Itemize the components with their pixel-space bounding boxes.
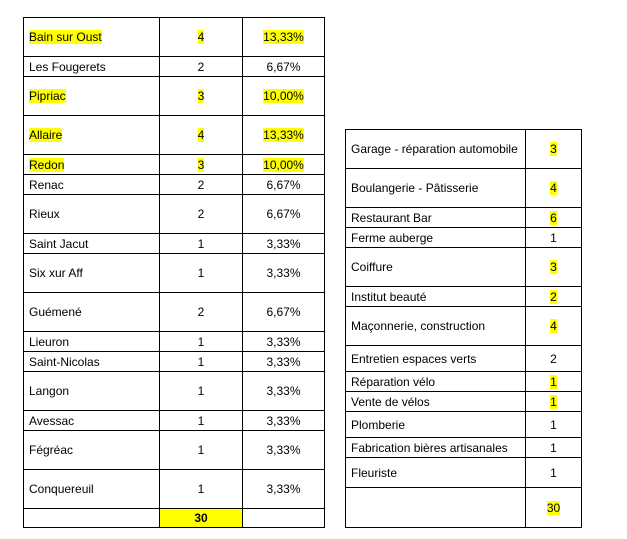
commune-name-cell [24, 234, 160, 254]
metier-name-cell [346, 287, 526, 307]
commune-row [24, 372, 325, 411]
metier-count-cell-text: 1 [550, 374, 557, 389]
metier-count-cell-text: 1 [550, 230, 557, 245]
commune-name-cell [24, 77, 160, 116]
commune-row [24, 293, 325, 332]
metiers-total-row [346, 488, 582, 528]
metier-count-cell-text: 2 [550, 289, 557, 304]
commune-percent-cell [243, 431, 325, 470]
commune-count-cell [160, 293, 243, 332]
commune-name-cell [24, 470, 160, 509]
commune-name-cell-text: Conquereuil [29, 482, 94, 496]
commune-percent-cell-text: 6,67% [266, 177, 301, 192]
commune-percent-cell-text: 3,33% [266, 482, 301, 496]
commune-count-cell-text: 4 [197, 30, 205, 44]
commune-row [24, 234, 325, 254]
metiers-table-body [346, 130, 582, 528]
commune-count-cell-text: 2 [197, 305, 205, 319]
commune-count-cell [160, 254, 243, 293]
commune-percent-cell [243, 77, 325, 116]
commune-percent-cell [243, 57, 325, 77]
metier-name-cell-text: Garage - réparation automobile [351, 142, 518, 156]
commune-percent-cell [243, 352, 325, 372]
metier-count-cell [526, 372, 582, 392]
metier-count-cell-text: 1 [550, 440, 557, 455]
commune-count-cell-text: 1 [197, 236, 205, 251]
metier-count-cell-text: 3 [550, 260, 557, 274]
commune-name-cell-text: Langon [29, 384, 70, 398]
commune-count-cell-text: 4 [197, 128, 205, 142]
commune-name-cell-text: Renac [29, 177, 64, 192]
metier-count-cell-text: 1 [550, 394, 557, 409]
commune-count-cell-text: 1 [197, 354, 205, 369]
metier-count-cell-text: 4 [550, 181, 557, 195]
commune-percent-cell-text: 3,33% [266, 384, 301, 398]
metier-count-cell-text: 1 [550, 465, 557, 480]
metier-count-cell [526, 228, 582, 248]
metier-name-cell [346, 458, 526, 488]
communes-total-cell-text: 30 [194, 511, 208, 525]
commune-percent-cell-text: 10,00% [263, 89, 304, 103]
metier-count-cell-text: 2 [550, 351, 557, 366]
metier-count-cell-text: 1 [550, 417, 557, 432]
metier-count-cell [526, 287, 582, 307]
metier-count-cell [526, 438, 582, 458]
commune-percent-cell [243, 411, 325, 431]
commune-percent-cell-text: 3,33% [266, 266, 301, 280]
commune-percent-cell [243, 372, 325, 411]
commune-percent-cell-text: 10,00% [263, 157, 304, 172]
commune-count-cell-text: 2 [197, 177, 205, 192]
metier-name-cell-text: Vente de vélos [351, 394, 430, 409]
commune-percent-cell [243, 195, 325, 234]
commune-name-cell [24, 372, 160, 411]
metier-name-cell [346, 346, 526, 372]
commune-count-cell-text: 2 [197, 59, 205, 74]
commune-row [24, 18, 325, 57]
commune-count-cell [160, 352, 243, 372]
metier-count-cell [526, 208, 582, 228]
commune-name-cell-text: Six xur Aff [29, 266, 83, 280]
metiers-total-empty-cell [346, 488, 526, 528]
commune-row [24, 57, 325, 77]
commune-row [24, 332, 325, 352]
commune-name-cell-text: Saint-Nicolas [29, 354, 100, 369]
metier-count-cell [526, 248, 582, 287]
commune-percent-cell-text: 13,33% [263, 128, 304, 142]
metier-row [346, 458, 582, 488]
commune-percent-cell-text: 6,67% [266, 207, 301, 221]
metier-name-cell-text: Entretien espaces verts [351, 351, 477, 366]
metier-row [346, 228, 582, 248]
commune-percent-cell [243, 254, 325, 293]
commune-count-cell [160, 18, 243, 57]
commune-percent-cell-text: 13,33% [263, 30, 304, 44]
metier-row [346, 307, 582, 346]
commune-count-cell-text: 3 [197, 157, 205, 172]
metier-name-cell [346, 372, 526, 392]
commune-name-cell-text: Redon [29, 157, 65, 172]
commune-count-cell [160, 431, 243, 470]
commune-name-cell-text: Allaire [29, 128, 63, 142]
metier-count-cell [526, 392, 582, 412]
metier-count-cell-text: 6 [550, 210, 557, 225]
metier-name-cell-text: Réparation vélo [351, 374, 436, 389]
commune-count-cell-text: 1 [197, 482, 205, 496]
commune-row [24, 431, 325, 470]
commune-name-cell [24, 254, 160, 293]
commune-percent-cell-text: 3,33% [266, 443, 301, 457]
metier-count-cell [526, 458, 582, 488]
metier-count-cell [526, 307, 582, 346]
communes-table [23, 17, 325, 528]
commune-percent-cell-text: 3,33% [266, 334, 301, 349]
commune-row [24, 116, 325, 155]
commune-count-cell [160, 234, 243, 254]
metier-row [346, 392, 582, 412]
metier-row [346, 208, 582, 228]
metier-count-cell-text: 4 [550, 319, 557, 333]
commune-name-cell-text: Les Fougerets [29, 59, 106, 74]
commune-name-cell [24, 155, 160, 175]
commune-row [24, 352, 325, 372]
commune-name-cell [24, 352, 160, 372]
metier-name-cell [346, 130, 526, 169]
commune-name-cell [24, 431, 160, 470]
metier-name-cell [346, 412, 526, 438]
commune-percent-cell [243, 332, 325, 352]
commune-count-cell-text: 1 [197, 384, 205, 398]
commune-count-cell [160, 175, 243, 195]
metier-name-cell-text: Coiffure [351, 260, 393, 274]
commune-name-cell [24, 116, 160, 155]
commune-count-cell [160, 372, 243, 411]
commune-name-cell-text: Bain sur Oust [29, 30, 102, 44]
commune-row [24, 155, 325, 175]
commune-name-cell-text: Saint Jacut [29, 236, 89, 251]
communes-total-cell [160, 509, 243, 528]
commune-name-cell [24, 332, 160, 352]
commune-row [24, 411, 325, 431]
commune-name-cell-text: Lieuron [29, 334, 70, 349]
commune-count-cell [160, 470, 243, 509]
commune-percent-cell-text: 6,67% [266, 305, 301, 319]
commune-count-cell [160, 155, 243, 175]
metier-name-cell-text: Plomberie [351, 417, 406, 432]
metier-row [346, 346, 582, 372]
metier-name-cell-text: Ferme auberge [351, 230, 434, 245]
commune-name-cell [24, 57, 160, 77]
metier-name-cell-text: Restaurant Bar [351, 210, 432, 225]
commune-name-cell [24, 175, 160, 195]
metier-name-cell-text: Boulangerie - Pâtisserie [351, 181, 479, 195]
commune-count-cell-text: 3 [197, 89, 205, 103]
commune-name-cell [24, 293, 160, 332]
commune-name-cell-text: Fégréac [29, 443, 74, 457]
commune-count-cell [160, 195, 243, 234]
commune-count-cell [160, 57, 243, 77]
metier-name-cell [346, 208, 526, 228]
metier-name-cell [346, 169, 526, 208]
metier-name-cell-text: Institut beauté [351, 289, 427, 304]
communes-total-empty-cell [24, 509, 160, 528]
metier-row [346, 438, 582, 458]
commune-row [24, 195, 325, 234]
commune-count-cell-text: 1 [197, 266, 205, 280]
commune-percent-cell [243, 234, 325, 254]
commune-percent-cell-text: 6,67% [266, 59, 301, 74]
metier-name-cell [346, 438, 526, 458]
commune-name-cell-text: Pipriac [29, 89, 66, 103]
communes-table-body [24, 18, 325, 528]
commune-percent-cell [243, 470, 325, 509]
commune-percent-cell [243, 175, 325, 195]
commune-name-cell [24, 195, 160, 234]
metiers-table [345, 129, 582, 528]
communes-total-row [24, 509, 325, 528]
metier-count-cell [526, 346, 582, 372]
metier-row [346, 412, 582, 438]
metier-row [346, 169, 582, 208]
commune-count-cell-text: 2 [197, 207, 205, 221]
metier-count-cell [526, 169, 582, 208]
commune-percent-cell [243, 116, 325, 155]
commune-percent-cell [243, 18, 325, 57]
commune-row [24, 254, 325, 293]
metier-count-cell [526, 130, 582, 169]
commune-name-cell [24, 411, 160, 431]
commune-count-cell-text: 1 [197, 334, 205, 349]
metier-name-cell-text: Maçonnerie, construction [351, 319, 486, 333]
commune-count-cell [160, 77, 243, 116]
metier-count-cell-text: 3 [550, 142, 557, 156]
metier-name-cell [346, 307, 526, 346]
commune-count-cell-text: 1 [197, 443, 205, 457]
communes-total-empty-cell [243, 509, 325, 528]
metier-name-cell [346, 228, 526, 248]
commune-row [24, 77, 325, 116]
commune-row [24, 470, 325, 509]
metier-name-cell-text: Fleuriste [351, 465, 398, 480]
commune-name-cell-text: Rieux [29, 207, 60, 221]
metier-row [346, 248, 582, 287]
commune-count-cell-text: 1 [197, 413, 205, 428]
commune-percent-cell [243, 155, 325, 175]
commune-count-cell [160, 411, 243, 431]
metier-row [346, 130, 582, 169]
commune-percent-cell-text: 3,33% [266, 236, 301, 251]
commune-count-cell [160, 116, 243, 155]
commune-row [24, 175, 325, 195]
commune-name-cell [24, 18, 160, 57]
metier-name-cell [346, 392, 526, 412]
metier-name-cell [346, 248, 526, 287]
commune-name-cell-text: Guémené [29, 305, 82, 319]
metier-count-cell [526, 412, 582, 438]
metier-row [346, 372, 582, 392]
metiers-total-cell-text: 30 [546, 500, 561, 515]
commune-count-cell [160, 332, 243, 352]
commune-name-cell-text: Avessac [29, 413, 75, 428]
metiers-total-cell [526, 488, 582, 528]
metier-row [346, 287, 582, 307]
commune-percent-cell [243, 293, 325, 332]
commune-percent-cell-text: 3,33% [266, 413, 301, 428]
commune-percent-cell-text: 3,33% [266, 354, 301, 369]
metier-name-cell-text: Fabrication bières artisanales [351, 440, 508, 455]
